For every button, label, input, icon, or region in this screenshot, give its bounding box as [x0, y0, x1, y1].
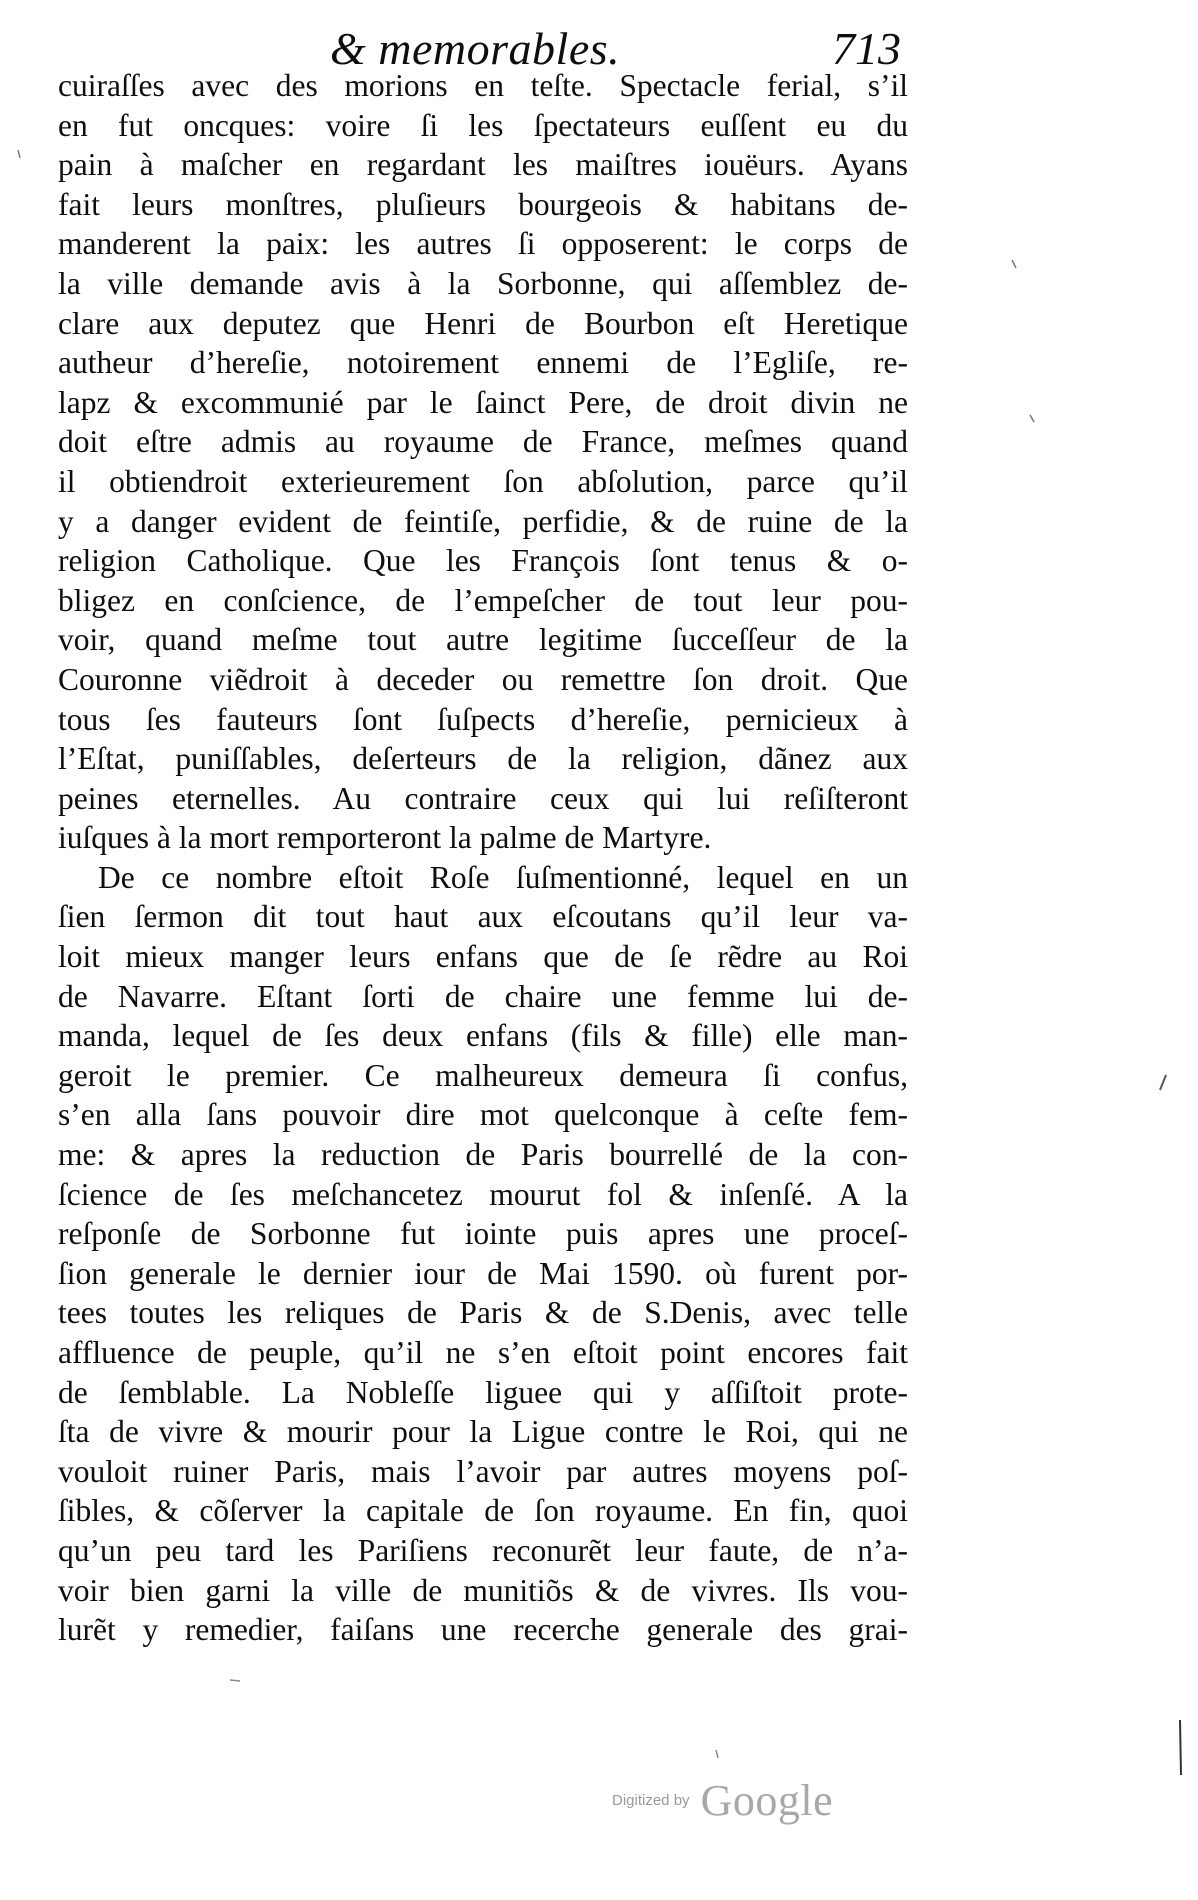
- text-line: voir, quand meſme tout autre legitime ſucceſſeur de la: [58, 622, 908, 658]
- text-line: me: & apres la reduction de Paris bourrellé de la con-: [58, 1137, 908, 1173]
- text-line: ſcience de ſes meſchancetez mourut fol & inſenſé. A la: [58, 1176, 908, 1212]
- text-line: doit eſtre admis au royaume de France, meſmes quand: [58, 424, 908, 460]
- text-line: il obtiendroit exterieurement ſon abſolution, parce qu’il: [58, 463, 908, 499]
- google-logo: Google: [700, 1776, 834, 1825]
- text-line: lapz & excommunié par le ſainct Pere, de droit divin ne: [58, 384, 908, 420]
- text-line: Couronne viẽdroit à deceder ou remettre ſon droit. Que: [58, 661, 908, 697]
- text-line: ſibles, & cõſerver la capitale de ſon royaume. En fin, quoi: [58, 1493, 908, 1529]
- text-line: voir bien garni la ville de munitiõs & de vivres. Ils vou-: [58, 1572, 908, 1608]
- text-line: clare aux deputez que Henri de Bourbon eſt Heretique: [58, 305, 908, 341]
- text-line: iuſques à la mort remporteront la palme de Martyre.: [58, 820, 712, 856]
- scan-speck: [1030, 415, 1034, 422]
- text-line: autheur d’hereſie, notoirement ennemi de l’Egliſe, re-: [58, 345, 908, 381]
- text-line: cuiraſſes avec des morions en teſte. Spectacle ferial, s’il: [58, 68, 908, 103]
- text-line: ſion generale le dernier iour de Mai 1590. où furent por-: [58, 1255, 908, 1291]
- text-line: de ſemblable. La Nobleſſe liguee qui y aſſiſtoit prote-: [58, 1374, 908, 1410]
- text-line: manderent la paix: les autres ſi opposerent: le corps de: [58, 226, 908, 262]
- scan-speck: [1012, 260, 1016, 268]
- text-line: s’en alla ſans pouvoir dire mot quelconque à ceſte fem-: [58, 1097, 908, 1133]
- digitized-by-google-watermark: [612, 1775, 833, 1826]
- text-line: loit mieux manger leurs enfans que de ſe rẽdre au Roi: [58, 939, 908, 975]
- page-number: 713: [832, 23, 901, 74]
- text-line: peines eternelles. Au contraire ceux qui lui reſiſteront: [58, 780, 908, 816]
- scan-speck: [18, 150, 20, 158]
- text-line: de Navarre. Eſtant ſorti de chaire une femme lui de-: [58, 978, 908, 1014]
- scan-speck: [230, 1680, 240, 1681]
- text-line: vouloit ruiner Paris, mais l’avoir par autres moyens poſ-: [58, 1453, 908, 1489]
- text-line: De ce nombre eſtoit Roſe ſuſmentionné, lequel en un: [98, 859, 908, 895]
- text-line: reſponſe de Sorbonne fut iointe puis apres une proceſ-: [58, 1216, 908, 1252]
- text-line: pain à maſcher en regardant les maiſtres iouëurs. Ayans: [58, 147, 908, 183]
- text-line: tous ſes fauteurs ſont ſuſpects d’hereſie, pernicieux à: [58, 701, 908, 737]
- scan-speck: [1160, 1075, 1166, 1090]
- text-line: geroit le premier. Ce malheureux demeura ſi confus,: [58, 1057, 908, 1093]
- text-line: ſta de vivre & mourir pour la Ligue contre le Roi, qui ne: [58, 1414, 908, 1450]
- text-line: manda, lequel de ſes deux enfans (fils & fille) elle man-: [58, 1018, 908, 1054]
- text-line: la ville demande avis à la Sorbonne, qui aſſemblez de-: [58, 265, 908, 301]
- watermark-prefix: Digitized by: [612, 1792, 690, 1809]
- text-line: religion Catholique. Que les François ſont tenus & o-: [58, 543, 908, 579]
- text-line: fait leurs monſtres, pluſieurs bourgeois & habitans de-: [58, 186, 908, 222]
- text-line: l’Eſtat, puniſſables, deſerteurs de la religion, dãnez aux: [58, 741, 908, 777]
- text-line: lurẽt y remedier, faiſans une recerche generale des grai-: [58, 1612, 908, 1648]
- text-line: qu’un peu tard les Pariſiens reconurẽt leur faute, de n’a-: [58, 1532, 908, 1568]
- scan-speck: [716, 1750, 718, 1758]
- text-line: affluence de peuple, qu’il ne s’en eſtoit point encores fait: [58, 1335, 908, 1370]
- text-line: tees toutes les reliques de Paris & de S.Denis, avec telle: [58, 1295, 908, 1331]
- running-title: & memorables.: [330, 23, 621, 74]
- text-line: ſien ſermon dit tout haut aux eſcoutans qu’il leur va-: [58, 899, 908, 935]
- text-line: en fut oncques: voire ſi les ſpectateurs euſſent eu du: [58, 107, 908, 143]
- text-line: bligez en conſcience, de l’empeſcher de tout leur pou-: [58, 582, 908, 618]
- text-line: y a danger evident de feintiſe, perfidie, & de ruine de la: [58, 503, 908, 539]
- scan-speck: [1180, 1720, 1181, 1775]
